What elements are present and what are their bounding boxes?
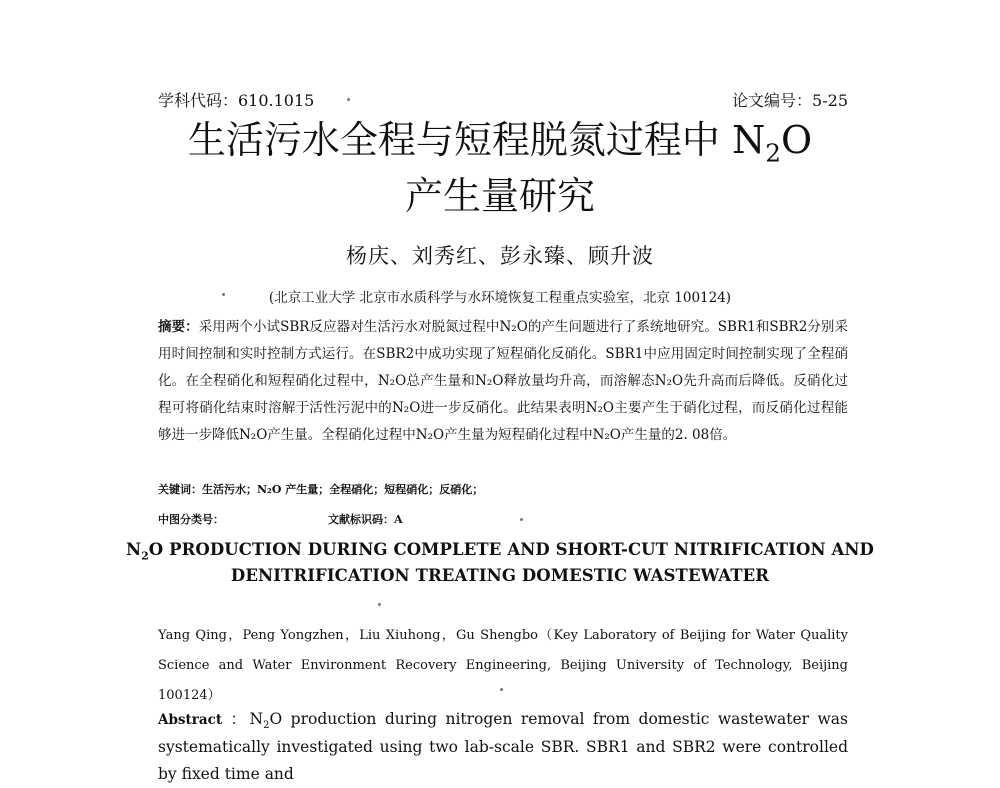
abstract-en-label: Abstract [158, 712, 223, 728]
doc-code-label: 文献标识码：A [328, 513, 403, 526]
title-zh-subscript: 2 [765, 138, 781, 168]
title-zh-line1-main: 生活污水全程与短程脱氮过程中 N [187, 118, 766, 162]
header-meta [158, 88, 848, 112]
abstract-en-subscript: 2 [263, 720, 270, 732]
scan-speck [222, 293, 225, 296]
title-en-line2: DENITRIFICATION TREATING DOMESTIC WASTEWATER [230, 566, 770, 585]
abstract-zh-text: 采用两个小试SBR反应器对生活污水对脱氮过程中N₂O的产生问题进行了系统地研究。SBR1和SBR2分别采用时间控制和实时控制方式运行。在SBR2中成功实现了短程硝化反硝化。SBR1中应用固定时间控制实现了全程硝化。在全程硝化和短程硝化过程中，N₂O总产生量和N₂O释放量均升高，而溶解态N₂O先升高而后降低。反硝化过程可将硝化结束时溶解于活性污泥中的N₂O进一步反硝化。此结果表明N₂O主要产生于硝化过程，而反硝化过程能够进一步降低N₂O产生量。全程硝化过程中N₂O产生量为短程硝化过程中N₂O产生量的2. 08倍。 [158, 319, 848, 443]
scan-speck [520, 518, 523, 521]
title-zh-line1 [0, 117, 1000, 168]
title-en-n: N [126, 540, 142, 559]
title-en-line1 [0, 537, 1000, 563]
scan-speck [378, 603, 381, 606]
abstract-en-n: N [249, 710, 264, 728]
clc-label: 中图分类号： [158, 513, 224, 526]
keywords-zh: 关键词：生活污水；N₂O 产生量；全程硝化；短程硝化；反硝化； [158, 483, 484, 496]
abstract-zh [158, 314, 848, 449]
classification-row [158, 511, 848, 527]
subject-code: 学科代码：610.1015 [158, 91, 315, 110]
authors-zh: 杨庆、刘秀红、彭永臻、顾升波 [346, 244, 654, 268]
abstract-en [158, 706, 848, 788]
authors-en: Yang Qing，Peng Yongzhen，Liu Xiuhong，Gu Shengbo（Key Laboratory of Beijing for Water Quality Science and Water Environment Recovery Engineering, Beijing University of Technology, Beijing 100124） [158, 628, 848, 703]
abstract-zh-label: 摘要： [158, 319, 199, 335]
scan-speck [347, 98, 350, 101]
title-en-line1-rest: O PRODUCTION DURING COMPLETE AND SHORT-CUT NITRIFICATION AND [148, 540, 874, 559]
paper-number: 论文编号：5-25 [732, 91, 848, 110]
affiliation-zh: (北京工业大学 北京市水质科学与水环境恢复工程重点实验室，北京 100124) [268, 290, 732, 306]
title-en-subscript: 2 [141, 549, 149, 563]
title-zh-line2: 产生量研究 [404, 174, 595, 218]
abstract-en-colon: ： [230, 710, 250, 728]
title-zh-line1-end: O [780, 118, 813, 162]
abstract-en-text: O production during nitrogen removal from domestic wastewater was systematically investigated using two lab-scale SBR. SBR1 and SBR2 were controlled by fixed time and [158, 710, 848, 783]
scan-speck [500, 688, 503, 691]
